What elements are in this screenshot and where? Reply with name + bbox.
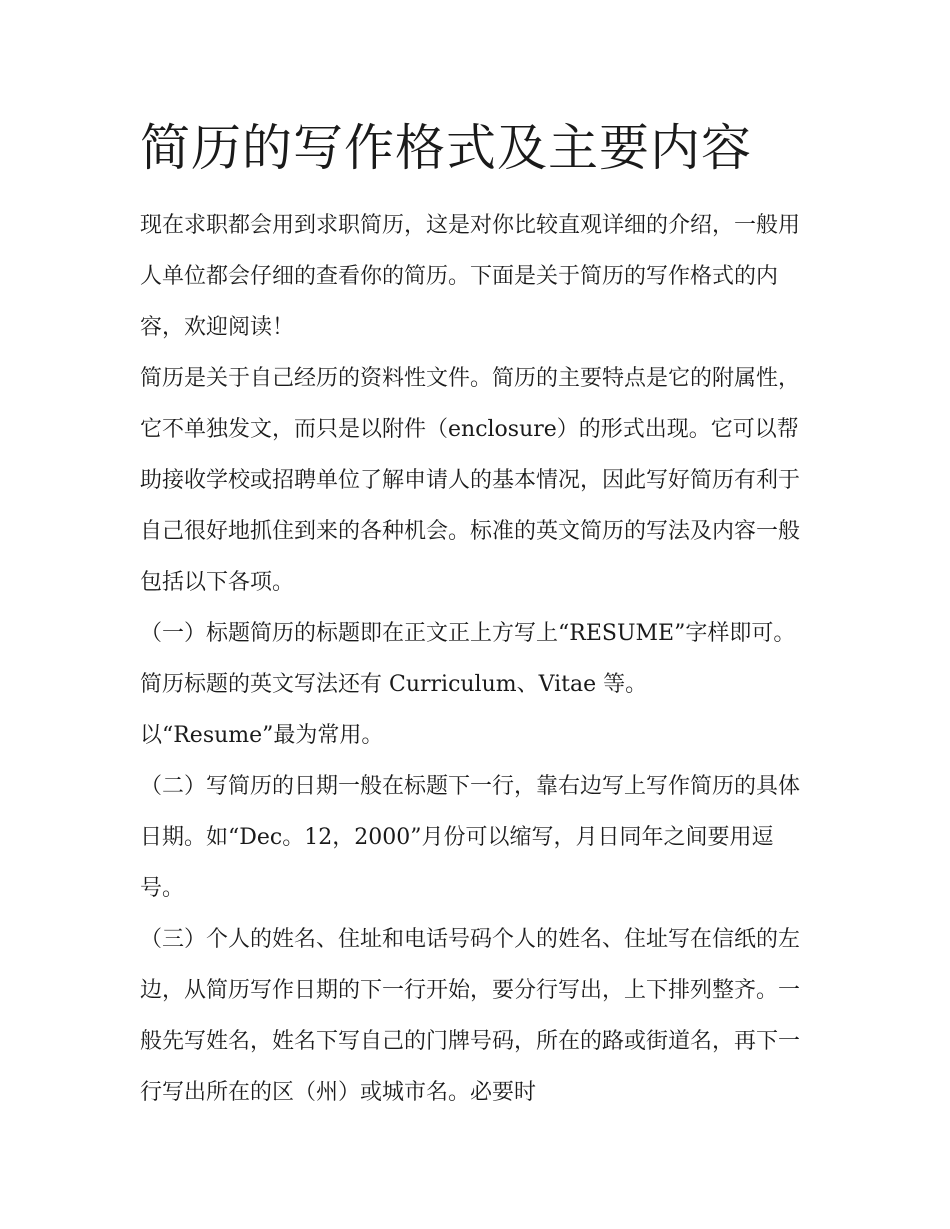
document-title: 简历的写作格式及主要内容 (140, 119, 752, 177)
paragraph-section-2: （二）写简历的日期一般在标题下一行，靠右边写上写作简历的具体日期。如“Dec。12，2000”月份可以缩写，月日同年之间要用逗号。 (140, 774, 801, 901)
paragraph-definition: 简历是关于自己经历的资料性文件。简历的主要特点是它的附属性，它不单独发文，而只是以附件（enclosure）的形式出现。它可以帮助接收学校或招聘单位了解申请人的基本情况，因此写好简历有利于自己很好地抓住到来的各种机会。标准的英文简历的写法及内容一般包括以下各项。 (140, 366, 801, 595)
paragraph-section-1-note: 以“Resume”最为常用。 (140, 723, 384, 748)
document-page (140, 110, 815, 1118)
paragraph-section-1: （一）标题简历的标题即在正文正上方写上“RESUME”字样即可。简历标题的英文写法还有 Curriculum、Vitae 等。 (140, 621, 796, 697)
paragraph-intro: 现在求职都会用到求职简历，这是对你比较直观详细的介绍，一般用人单位都会仔细的查看你的简历。下面是关于简历的写作格式的内容，欢迎阅读！ (140, 213, 801, 340)
paragraph-section-3: （三）个人的姓名、住址和电话号码个人的姓名、住址写在信纸的左边，从简历写作日期的下一行开始，要分行写出，上下排列整齐。一般先写姓名，姓名下写自己的门牌号码，所在的路或街道名，再下一行写出所在的区（州）或城市名。必要时 (140, 927, 801, 1105)
